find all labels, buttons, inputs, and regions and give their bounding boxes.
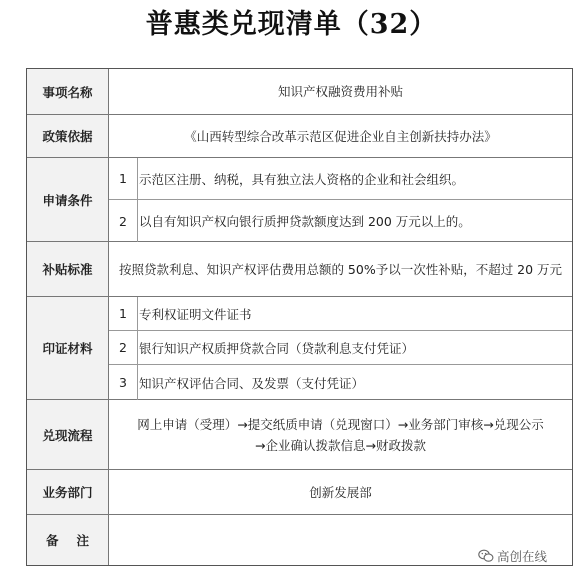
row-label: 事项名称	[27, 69, 109, 114]
watermark	[478, 547, 547, 565]
row-label	[27, 515, 109, 565]
remarks-label: 备注	[45, 533, 107, 548]
row-conditions	[27, 158, 572, 242]
wechat-icon	[478, 549, 494, 563]
item-number: 2	[109, 200, 138, 242]
row-value: 《山西转型综合改革示范区促进企业自主创新扶持办法》	[184, 128, 497, 144]
list-item	[109, 297, 572, 331]
item-number: 3	[109, 365, 138, 400]
row-materials	[27, 297, 572, 400]
row-label: 申请条件	[27, 158, 109, 241]
row-value: 按照贷款利息、知识产权评估费用总额的 50%予以一次性补贴，不超过 20 万元	[118, 261, 563, 277]
row-item-name	[27, 69, 572, 115]
row-department	[27, 470, 572, 515]
list-item	[109, 365, 572, 400]
item-text: 以自有知识产权向银行质押贷款额度达到 200 万元以上的。	[139, 214, 471, 229]
item-number: 2	[109, 331, 138, 364]
watermark-text: 高创在线	[497, 549, 548, 564]
row-value	[109, 400, 572, 469]
row-value: 创新发展部	[309, 484, 372, 500]
row-label: 补贴标准	[27, 242, 109, 296]
row-label: 印证材料	[27, 297, 109, 399]
page-title: 普惠类兑现清单（32）	[145, 9, 438, 40]
list-item	[109, 200, 572, 242]
process-line-2: →企业确认拨款信息→财政拨款	[255, 437, 426, 453]
list-item	[109, 331, 572, 365]
row-label: 兑现流程	[27, 400, 109, 469]
item-text: 专利权证明文件证书	[139, 306, 252, 322]
row-subsidy-standard	[27, 242, 572, 297]
item-number: 1	[109, 158, 138, 199]
item-text: 银行知识产权质押贷款合同（贷款利息支付凭证）	[139, 340, 415, 356]
item-text: 知识产权评估合同、及发票（支付凭证）	[139, 375, 365, 391]
process-line-1: 网上申请（受理）→提交纸质申请（兑现窗口）→业务部门审核→兑现公示	[137, 416, 544, 432]
item-text: 示范区注册、纳税，具有独立法人资格的企业和社会组织。	[139, 171, 465, 187]
row-label: 业务部门	[27, 470, 109, 514]
row-policy-basis	[27, 115, 572, 158]
row-process	[27, 400, 572, 470]
row-label: 政策依据	[27, 115, 109, 157]
row-value: 知识产权融资费用补贴	[277, 84, 403, 99]
item-number: 1	[109, 297, 138, 330]
list-item	[109, 158, 572, 200]
policy-table	[26, 68, 573, 566]
